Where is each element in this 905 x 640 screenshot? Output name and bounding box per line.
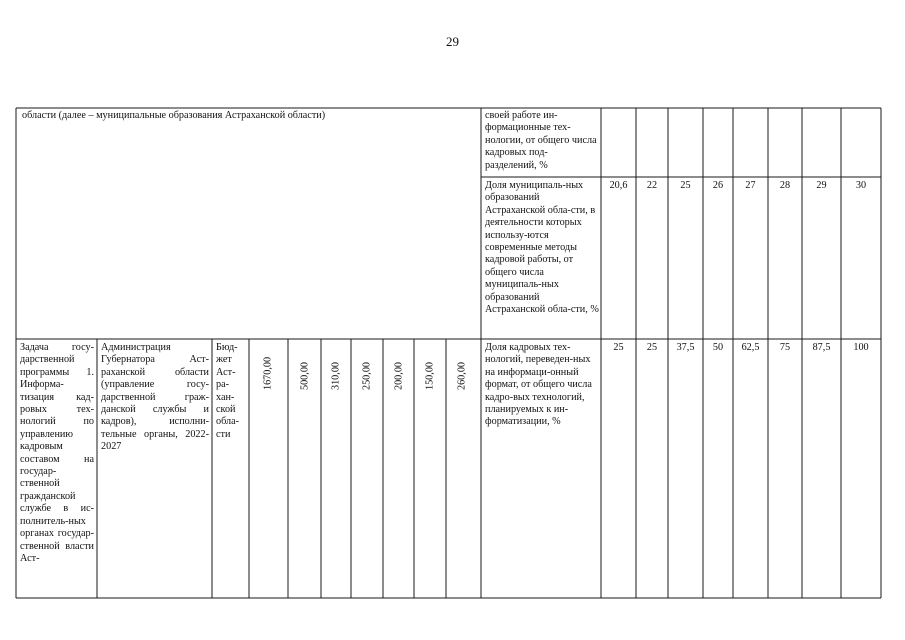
page-number: 29 — [446, 34, 459, 49]
value-cell: 87,5 — [812, 342, 831, 353]
value-cell: 37,5 — [676, 342, 695, 353]
indicator-row-2: Доля муниципаль-ных образований Астраханской обла-сти, в деятельности которых использу-ются современные методы кадровой работы, от общего числа муниципаль-ных образований Астраханской обла-сти, % — [485, 180, 599, 316]
amount-cell — [254, 340, 282, 390]
value-cell: 26 — [712, 180, 724, 191]
value-cell: 50 — [712, 342, 724, 353]
amount-cell — [291, 340, 319, 390]
value-cell: 28 — [779, 180, 791, 191]
amount-cell — [385, 340, 413, 390]
value-cell: 25 — [680, 180, 691, 191]
amount-total: 1670,00 — [262, 356, 274, 390]
executor-cell: Администрация Губернатора Аст-раханской области (управление госу-дарственной граж-данской службы и кадров), исполни-тельные органы, 2022-2027 — [101, 342, 209, 453]
amount-cell — [353, 340, 381, 390]
value-cell: 27 — [745, 180, 756, 191]
amount-cell — [448, 340, 476, 390]
indicator-row-1: своей работе ин-формационные тех-нологии, от общего числа кадровых под-разделений, % — [485, 110, 597, 171]
value-cell: 100 — [853, 342, 869, 353]
amount-year-6: 260,00 — [456, 361, 468, 390]
value-cell: 62,5 — [741, 342, 760, 353]
value-cell: 29 — [816, 180, 827, 191]
amount-year-1: 500,00 — [299, 361, 311, 390]
value-cell: 20,6 — [609, 180, 628, 191]
value-cell: 22 — [646, 180, 658, 191]
task-cell: Задача госу-дарственной программы 1. Информа-тизация кад-ровых тех-нологий по управлению кадровым составом на государ-ственной гражданской службе в ис-полнитель-ных органах государ-ственной власти Аст- — [20, 342, 94, 564]
amount-year-4: 200,00 — [393, 361, 405, 390]
top-left-cell: области (далее – муниципальные образования Астраханской области) — [22, 110, 326, 121]
indicator-row-3: Доля кадровых тех-нологий, переведен-ных на информаци-онный формат, от общего числа кадро-вых технологий, планируемых к ин-форматизации, % — [485, 342, 592, 428]
value-cell: 25 — [646, 342, 658, 353]
value-cell: 75 — [779, 342, 791, 353]
amount-year-5: 150,00 — [424, 361, 436, 390]
value-cell: 30 — [855, 180, 867, 191]
amount-cell — [322, 340, 350, 390]
amount-year-3: 250,00 — [361, 361, 373, 390]
funding-source-cell: Бюд-жет Аст-ра-хан-ской обла-сти — [216, 342, 240, 440]
amount-cell — [416, 340, 444, 390]
amount-year-2: 310,00 — [330, 361, 342, 390]
value-cell: 25 — [613, 342, 624, 353]
